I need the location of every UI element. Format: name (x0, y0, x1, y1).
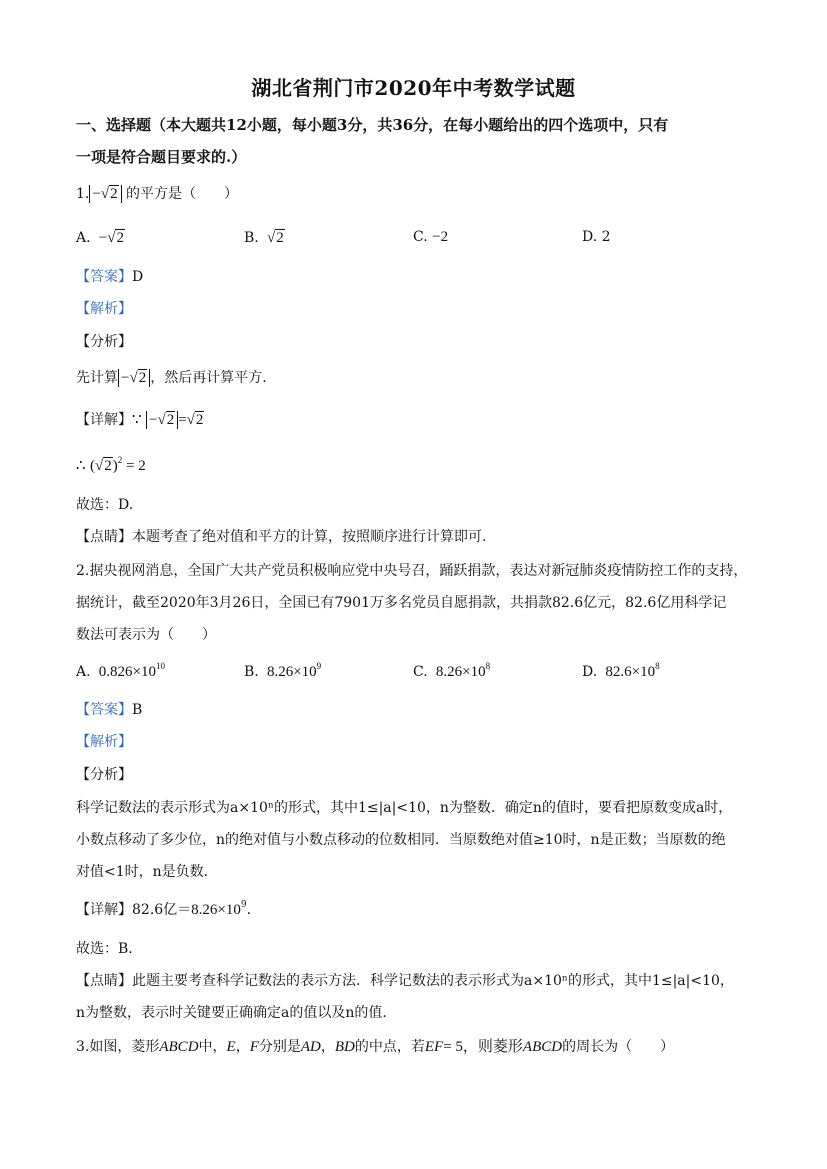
option-label: B. (244, 664, 259, 680)
option-label: C. (413, 664, 428, 680)
q2-choose: 故选：B. (76, 941, 133, 957)
radicand: 2 (110, 186, 118, 202)
q2-stem-line2: 据统计，截至2020年3月26日，全国已有7901万多名党员自愿捐款，共捐款82.6亿元，82.6亿用科学记 (76, 595, 727, 611)
radicand: 2 (116, 230, 124, 246)
exponent: 9 (316, 661, 322, 671)
q1-explain-tag: 【解析】 (76, 301, 132, 317)
q1-option-a (76, 229, 125, 247)
q2-detail (76, 899, 251, 919)
answer-value: D (132, 269, 144, 285)
math-var: EF (424, 1039, 444, 1055)
q1-comment (76, 526, 486, 546)
option-value (95, 661, 165, 680)
answer-tag: 【答案】 (76, 702, 132, 718)
base: 8.26×10 (266, 664, 317, 680)
answer-tag: 【答案】 (76, 269, 132, 285)
math-var: F (249, 1039, 259, 1055)
sqrt-icon: √ (95, 458, 104, 474)
abs-expression (146, 411, 178, 429)
q1-stem-text: 的平方是（ ） (126, 186, 239, 202)
option-label: A. (76, 664, 91, 680)
option-value (432, 661, 491, 680)
sqrt-icon: √ (186, 412, 195, 428)
q2-analysis-line1: 科学记数法的表示形式为a×10ⁿ的形式，其中1≤|a|<10，n为整数．确定n的值时，要看把原数变成a时， (76, 800, 733, 816)
radicand: 2 (195, 412, 204, 428)
math-var: BD (334, 1039, 355, 1055)
math-var: E (226, 1039, 236, 1055)
comment-tag: 【点睛】 (76, 529, 132, 545)
exponent: 8 (485, 661, 491, 671)
option-label: D. (582, 664, 598, 680)
option-label: B. (244, 230, 259, 246)
sqrt-icon: √ (157, 412, 166, 428)
option-value (95, 230, 125, 246)
sqrt-icon: √ (107, 230, 116, 246)
q1-detail (76, 409, 204, 429)
q1-analysis-tag: 【分析】 (76, 334, 132, 350)
minus-sign: − (121, 370, 130, 386)
radicand: 2 (104, 458, 112, 474)
q1-option-b (244, 229, 285, 247)
because-symbol: ∵ (132, 412, 142, 428)
math-var: AD (300, 1039, 321, 1055)
q2-option-b (244, 661, 321, 681)
exponent: 2 (117, 455, 123, 465)
q1-number: 1. (76, 186, 90, 202)
q2-analysis-line3: 对值<1时，n是负数. (76, 864, 209, 880)
option-label: C. (413, 229, 428, 245)
q2-comment-line2: n为整数，表示时关键要正确确定a的值以及n的值. (76, 1005, 387, 1021)
radicand: 2 (276, 230, 284, 246)
option-value: −2 (432, 229, 449, 245)
base: 8.26×10 (191, 902, 241, 918)
base: 8.26×10 (435, 664, 486, 680)
q2-analysis-line2: 小数点移动了多少位，n的绝对值与小数点移动的位数相同．当原数绝对值≥10时，n是正数；当原数的绝 (76, 832, 726, 848)
q1-stem (76, 183, 238, 203)
math-var: ABCD (522, 1039, 563, 1055)
q2-option-a (76, 661, 165, 681)
option-value (263, 230, 284, 246)
minus-sign: − (149, 412, 158, 428)
q1-therefore (76, 455, 146, 475)
analysis-text: ，然后再计算平方. (150, 370, 267, 386)
stem-text: = 5，则菱形 (443, 1039, 523, 1055)
base: 82.6×10 (605, 664, 656, 680)
q2-stem-line1: 2.据央视网消息，全国广大共产党员积极响应党中央号召，踊跃捐款，表达对新冠肺炎疫情防控工作的支持， (76, 563, 748, 579)
q2-answer (76, 699, 142, 719)
q2-analysis-tag: 【分析】 (76, 767, 132, 783)
q1-choose: 故选：D. (76, 497, 134, 513)
q2-stem-line3: 数法可表示为（ ） (76, 627, 216, 643)
math-var: ABCD (159, 1039, 199, 1055)
radicand: 2 (166, 412, 175, 428)
stem-text: 分别是 (258, 1039, 301, 1055)
stem-text: 中， (198, 1039, 227, 1055)
comment-tag: 【点睛】 (76, 973, 132, 989)
exponent: 8 (655, 661, 660, 671)
q1-analysis (76, 367, 267, 387)
abs-expression (118, 369, 150, 387)
answer-value: B (132, 702, 143, 718)
sqrt-icon: √ (266, 230, 276, 246)
sqrt-icon: √ (100, 186, 110, 202)
detail-tag: 【详解】 (76, 412, 132, 428)
q1-answer (76, 266, 143, 286)
option-label: D. 2 (582, 229, 611, 245)
minus-sign: − (92, 186, 101, 202)
equals-sign: = (178, 412, 187, 428)
exponent: 10 (155, 661, 165, 671)
detail-text: . (246, 902, 252, 918)
sqrt-icon: √ (129, 370, 138, 386)
page-title: 湖北省荆门市2020年中考数学试题 (251, 76, 576, 100)
minus-sign: − (98, 230, 108, 246)
stem-text: ， (320, 1039, 335, 1055)
option-value (602, 661, 660, 680)
analysis-text: 先计算 (76, 370, 118, 386)
option-label: A. (76, 230, 91, 246)
q3-stem (76, 1035, 674, 1056)
detail-text: 82.6亿＝ (132, 902, 192, 918)
comment-text: 此题主要考查科学记数法的表示方法．科学记数法的表示形式为a×10ⁿ的形式，其中1≤|a|<10， (132, 973, 734, 989)
section-header-line2: 一项是符合题目要求的.） (76, 148, 247, 166)
exponent: 9 (240, 900, 247, 910)
stem-text: 3.如图，菱形 (76, 1039, 160, 1055)
comment-text: 本题考查了绝对值和平方的计算，按照顺序进行计算即可. (132, 529, 487, 545)
squared-expression: $(√2)^2 = 2$ (90, 455, 146, 474)
therefore-symbol: ∴ (76, 458, 86, 474)
stem-text: ， (235, 1039, 250, 1055)
q1-option-d (582, 229, 611, 245)
detail-tag: 【详解】 (76, 902, 132, 918)
q2-comment-line1 (76, 970, 734, 990)
stem-text: 的中点，若 (354, 1039, 425, 1055)
q2-explain-tag: 【解析】 (76, 734, 132, 750)
q2-option-c (413, 661, 490, 681)
base: 0.826×10 (98, 664, 156, 680)
stem-text: 的周长为（ ） (562, 1039, 675, 1055)
q2-option-d (582, 661, 660, 681)
result: = 2 (125, 458, 146, 474)
q1-abs-expression (89, 185, 121, 203)
section-header-line1: 一、选择题（本大题共12小题，每小题3分，共36分，在每小题给出的四个选项中，只有 (76, 116, 669, 134)
radicand: 2 (138, 370, 147, 386)
option-value (263, 661, 322, 680)
q1-option-c (413, 229, 448, 246)
